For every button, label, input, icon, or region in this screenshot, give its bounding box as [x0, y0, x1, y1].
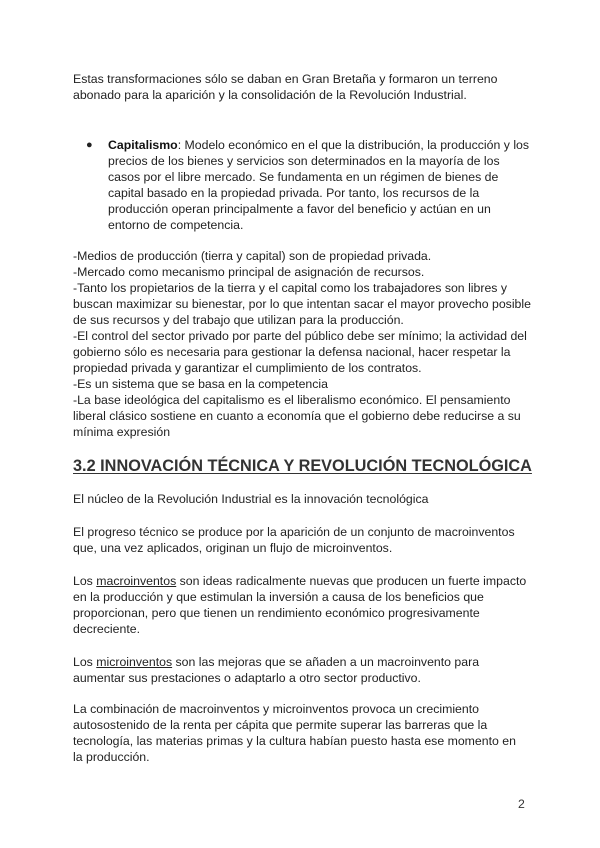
- micro-prefix: Los: [73, 655, 97, 669]
- section-heading: 3.2 INNOVACIÓN TÉCNICA Y REVOLUCIÓN TECNOLÓGICA: [73, 457, 532, 475]
- bullet-definition: : Modelo económico en el que la distribución, la producción y los precios de los bienes y servicios son determinados en la mayoría de los casos por el libre mercado. Se fundamenta en un régimen de bienes de capital basado en la propiedad privada. Por tanto, los recursos de la producción operan principalmente a favor del beneficio y actúan en un entorno de competencia.: [108, 138, 530, 232]
- feature-line: -La base ideológica del capitalismo es el liberalismo económico. El pensamiento liberal clásico sostiene en cuanto a economía que el gobierno debe reducirse a su mínima expresión: [73, 393, 521, 439]
- bullet-term: Capitalismo: [108, 138, 178, 152]
- microinventos-term: microinventos: [96, 655, 173, 669]
- feature-line: -Tanto los propietarios de la tierra y el capital como los trabajadores son libres y buscan maximizar su bienestar, por lo que intentan sacar el mayor provecho posible de sus recursos y del trabajo que utilizan para la producción.: [73, 281, 531, 327]
- page-number: 2: [518, 797, 525, 811]
- bullet-body: [108, 137, 533, 233]
- paragraph-core: El núcleo de la Revolución Industrial es la innovación tecnológica: [73, 492, 429, 506]
- bullet-dot-icon: ●: [86, 139, 93, 151]
- paragraph-progress: El progreso técnico se produce por la aparición de un conjunto de macroinventos que, una vez aplicados, originan un flujo de microinventos.: [73, 525, 515, 555]
- feature-line: -El control del sector privado por parte del público debe ser mínimo; la actividad del gobierno sólo es necesaria para gestionar la defensa nacional, hacer respetar la propiedad privada y garantizar el cumplimiento de los contratos.: [73, 329, 527, 375]
- bullet-item: [73, 137, 533, 233]
- feature-line: -Es un sistema que se basa en la competencia: [73, 377, 328, 391]
- macro-prefix: Los: [73, 574, 97, 588]
- paragraph-microinventos: [73, 654, 528, 686]
- capitalism-bullet: [73, 137, 533, 233]
- intro-paragraph: Estas transformaciones sólo se daban en Gran Bretaña y formaron un terreno abonado para la aparición y la consolidación de la Revolución Industrial.: [73, 72, 498, 102]
- feature-line: -Medios de producción (tierra y capital) son de propiedad privada.: [73, 249, 432, 263]
- paragraph-combination: La combinación de macroinventos y microinventos provoca un crecimiento autosostenido de la renta per cápita que permite superar las barreras que la tecnología, las materias primas y la cultura habían puesto hasta ese momento en la producción.: [73, 702, 516, 764]
- micro-definition: son las mejoras que se añaden a un macroinvento para aumentar sus prestaciones o adaptarlo a otro sector productivo.: [73, 655, 480, 685]
- macroinventos-term: macroinventos: [96, 574, 177, 588]
- feature-line: -Mercado como mecanismo principal de asignación de recursos.: [73, 265, 425, 279]
- features-list: [73, 248, 533, 440]
- macro-definition: son ideas radicalmente nuevas que producen un fuerte impacto en la producción y que estimulan la inversión a causa de los beneficios que proporcionan, pero que tienen un rendimiento económico progresivamente decreciente.: [73, 574, 527, 636]
- paragraph-macroinventos: [73, 573, 528, 637]
